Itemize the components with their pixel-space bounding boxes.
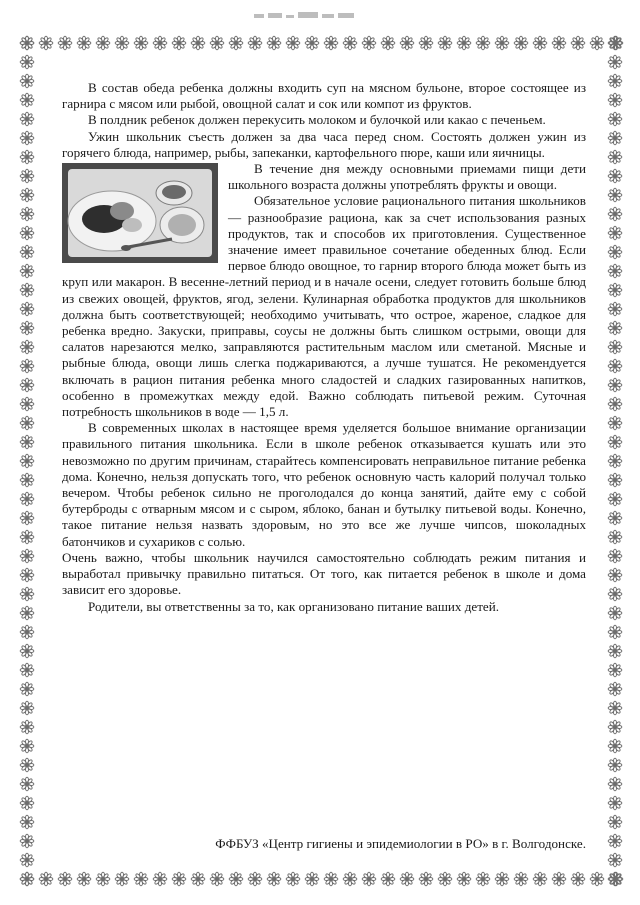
footer-organization: ФФБУЗ «Центр гигиены и эпидемиологии в РО» в г. Волгодонске. — [215, 836, 586, 851]
decorative-border-top — [18, 34, 624, 52]
decorative-border-bottom — [18, 870, 624, 888]
paragraph-dinner: Ужин школьник съесть должен за два часа перед сном. Состоять должен ужин из горячего блюда, например, рыбы, запеканки, картофельного пюре, каши или яичницы. — [62, 128, 586, 160]
paragraph-habits: Очень важно, чтобы школьник научился самостоятельно соблюдать режим питания и выработал привычку правильно питаться. От того, как питается ребенок в школе и дома зависит его здоровье. — [62, 549, 586, 598]
paragraph-snack: В полдник ребенок должен перекусить молоком и булочкой или какао с печеньем. — [88, 112, 546, 128]
paragraph-lunch: В состав обеда ребенка должны входить суп на мясном бульоне, второе состоящее из гарнира с мясом или рыбой, овощной салат и сок или компот из фруктов. — [62, 80, 586, 112]
decorative-border-right — [606, 34, 624, 888]
paragraph-variety: Обязательное условие рационального питания школьников — разнообразие рациона, как за счет использования разных продуктов, так и способов их приготовления. Существенное значение имеет правильное сочетание обеденных блюд. Если первое блюдо овощное, то гарнир второго блюда может быть из круп или макарон. В весенне-летний период и в начале осени, следует готовить больше блюд из свежих овощей, фруктов, ягод, зелени. Кулинарная обработка продуктов для школьников должна быть соответствующей; необходимо учитывать, что острое, жареное, сладкое для ребенка вредно. Закуски, приправы, соусы не должны быть слишком острыми, овощи для салатов нарезаются мелко, заправляются растительным маслом или сметаной. Мясные и рыбные блюда, овощи лишь слегка поджариваются, а лучше тушатся. Не рекомендуется включать в рацион питания ребенка много сладостей и сладких газированных напитков, особенно в промежутках между едой. Важно соблюдать питьевой режим. Суточная потребность школьников в воде — 1,5 л. — [62, 193, 586, 420]
paragraph-parents: Родители, вы ответственны за то, как организовано питание ваших детей. — [88, 598, 500, 614]
school-meal-photo — [62, 163, 218, 263]
scan-smudge-mark — [250, 10, 360, 24]
paragraph-fruits: В течение дня между основными приемами пищи дети школьного возраста должны употреблять фрукты и овощи. — [228, 161, 586, 193]
decorative-border-left — [18, 34, 36, 888]
paragraph-school-nutrition: В современных школах в настоящее время уделяется большое внимание организации правильного питания школьника. Если в школе ребенок отказывается кушать или это невозможно по другим причинам, старайтесь компенсировать неправильное питание ребенка дома. Конечно, нельзя допускать того, что ребенок основную часть калорий получал только вечером. Чтобы ребенок сильно не проголодался до конца занятий, дайте ему с собой бутерброды с отварным мясом и с сыром, яблоко, банан и бутылку питьевой воды. Конечно, такое питание нельзя назвать здоровым, но это все же лучше чипсов, шоколадных батончиков и сухариков с солью. — [62, 420, 586, 549]
article-body — [62, 80, 586, 615]
